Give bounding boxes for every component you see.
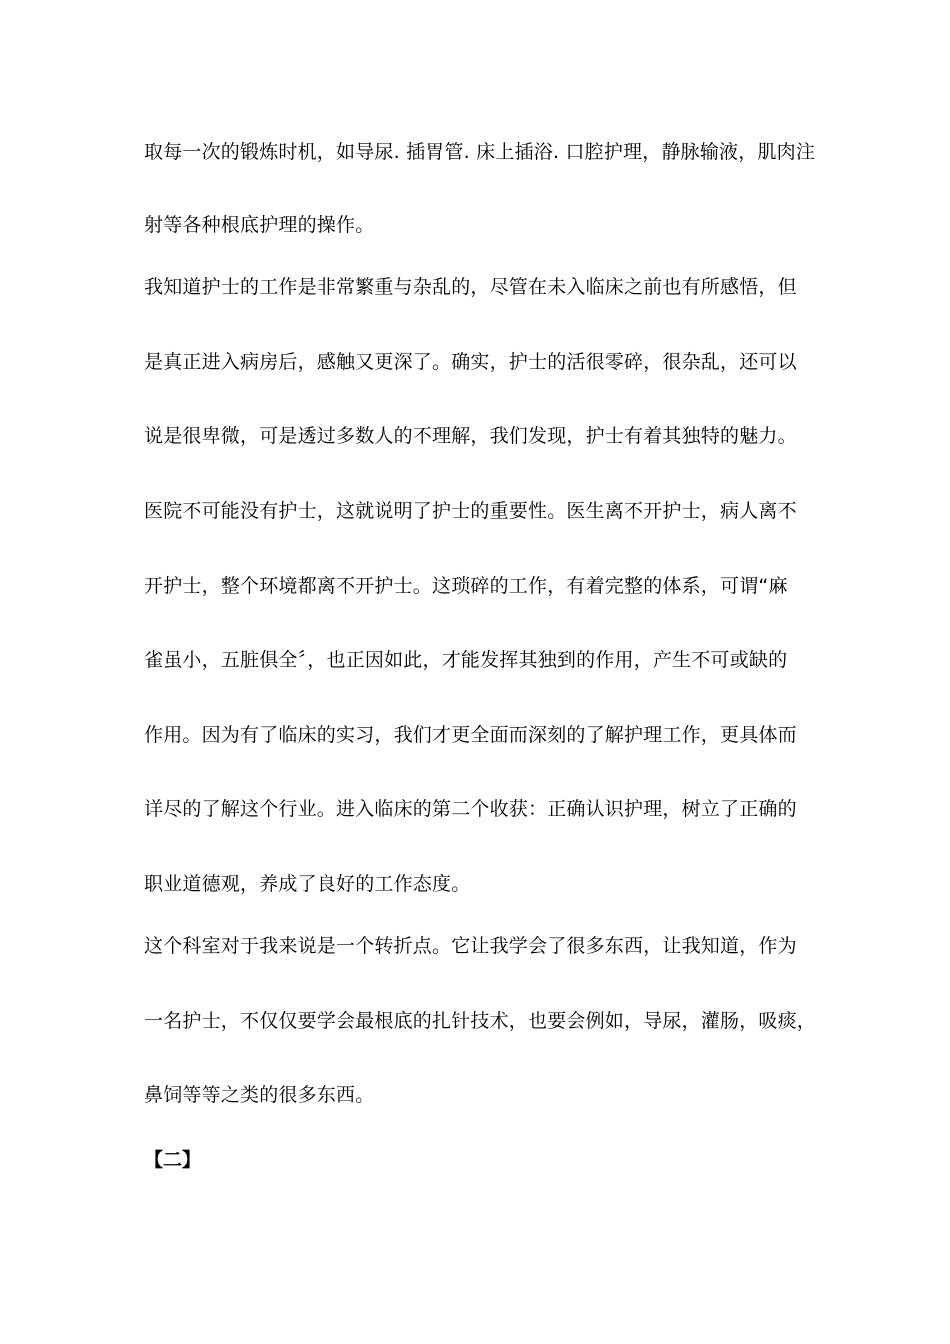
text-line: 职业道德观，养成了良好的工作态度。 [144,873,471,895]
text-line: 医院不可能没有护士，这就说明了护士的重要性。医生离不开护士，病人离不 [144,500,797,522]
text-line: 开护士，整个环境都离不开护士。这琐碎的工作，有着完整的体系，可谓“麻 [144,575,788,597]
section-heading: 【二】 [144,1149,202,1171]
text-line: 取每一次的锻炼时机，如导尿. 插胃管. 床上插浴. 口腔护理，静脉输液，肌肉注 [144,141,816,163]
text-line: 这个科室对于我来说是一个转折点。它让我学会了很多东西，让我知道，作为 [144,935,797,957]
text-line: 我知道护士的工作是非常繁重与杂乱的，尽管在未入临床之前也有所感悟，但 [144,276,797,298]
text-line: 说是很卑微，可是透过多数人的不理解，我们发现，护士有着其独特的魅力。 [144,425,797,447]
text-line: 鼻饲等等之类的很多东西。 [144,1084,375,1106]
text-line: 是真正进入病房后，感触又更深了。确实，护士的活很零碎，很杂乱，还可以 [144,351,797,373]
text-line: 详尽的了解这个行业。进入临床的第二个收获：正确认识护理，树立了正确的 [144,798,797,820]
text-line: 雀虽小，五脏俱全〞，也正因如此，才能发挥其独到的作用，产生不可或缺的 [144,649,788,671]
text-line: 一名护士，不仅仅要学会最根底的扎针技术，也要会例如，导尿，灌肠，吸痰， [144,1010,817,1032]
text-line: 作用。因为有了临床的实习，我们才更全面而深刻的了解护理工作，更具体而 [144,724,797,746]
text-line: 射等各种根底护理的操作。 [144,214,375,236]
